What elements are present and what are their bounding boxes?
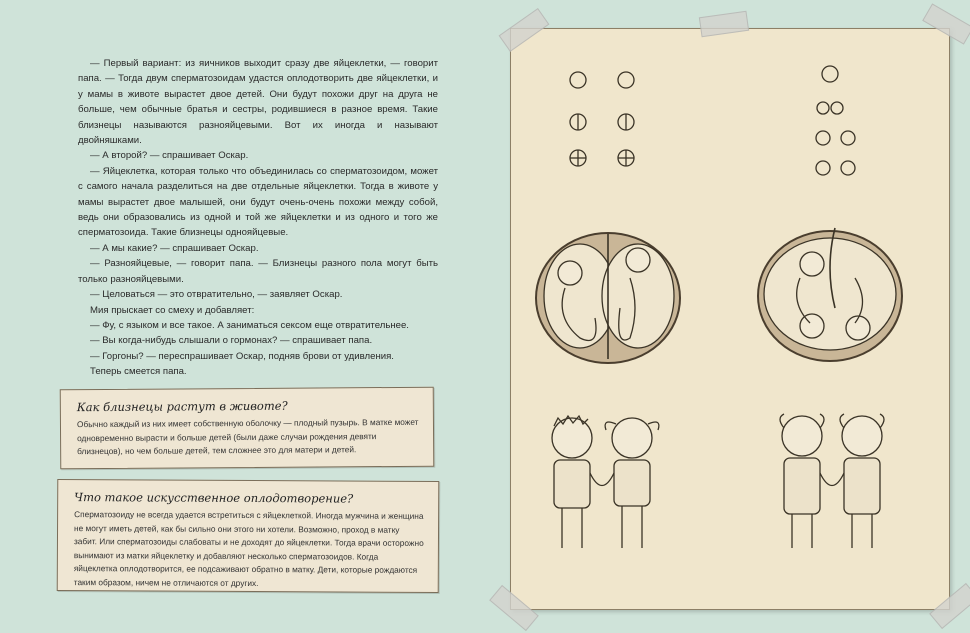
paragraph: Мия прыскает со смеху и добавляет: [90,304,255,316]
paragraph: — Фу, с языком и все такое. А заниматься сексом еще отвратительнее. [90,319,409,331]
paragraph: — Горгоны? — переспрашивает Оскар, подняв брови от удивления. [90,350,394,362]
paragraph: — Первый вариант: из яичников выходит сразу две яйцеклетки, — говорит папа. — Тогда двум сперматозоидам удастся оплодотворить две яйцеклетки, и у мамы в животе вырастет двое детей. Они будут похожи друг на друга не больше, чем обычные братья и сестры, родившиеся в разное время. Такие близнецы называются разнояйцевыми. Вот их иногда и называют двойняшками. [78,58,438,147]
paragraph: — Целоваться — это отвратительно, — заявляет Оскар. [90,289,343,301]
boy-and-girl-twins [552,416,659,548]
paragraph: — Разнояйцевые, — говорит папа. — Близнецы разного пола могут быть только разнояйцевыми. [78,258,438,285]
info-box-twins-growth [60,387,435,470]
paragraph: — А второй? — спрашивает Оскар. [90,150,249,162]
paragraph: — Яйцеклетка, которая только что объединилась со сперматозоидом, может с самого начала разделиться на две отдельные яйцеклетки. Тогда в животе у мамы вырастет двое малышей, они будут очень-очень похожи между собой, ведь они образовались из одной и той же яйцеклетки и из одного и того же сперматозоида. Такие близнецы однояйцевые. [78,165,438,239]
twins-illustration [510,28,948,608]
main-text [78,56,438,380]
info-box-ivf [57,479,440,593]
paragraph: Теперь смеется папа. [90,366,187,378]
box-text: Обычно каждый из них имеет собственную оболочку — плодный пузырь. В матке может одновременно вырасти и больше детей (были даже случаи рождения девяти близнецов), но чем больше детей, тем сложнее это для матери и детей. [76,416,419,457]
identical-girl-twins [780,414,884,548]
womb-fraternal [536,233,680,363]
box-title: Что такое искусственное оплодотворение? [74,490,354,506]
womb-identical [758,228,902,361]
fraternal-cells [570,72,634,166]
paragraph: — Вы когда-нибудь слышали о гормонах? — спрашивает папа. [90,335,373,347]
box-title: Как близнецы растут в животе? [76,398,288,415]
left-page [0,0,480,633]
paragraph: — А мы какие? — спрашивает Оскар. [90,242,259,254]
box-text: Сперматозоиду не всегда удается встретиться с яйцеклеткой. Иногда мужчина и женщина не могут иметь детей, как бы сильно они этого ни хотели. Возможно, проход в матку забит. Или сперматозоиды слабоваты и не доходят до яйцеклетки. Тогда врачи осторожно вынимают из матки яйцеклетку и добавляют несколько сперматозоидов. Когда яйцеклетка оплодотворится, ее подсаживают обратно в матку. Дети, которые рождаются таким образом, ничем не отличаются от других. [73,509,424,589]
identical-cells [816,66,855,175]
